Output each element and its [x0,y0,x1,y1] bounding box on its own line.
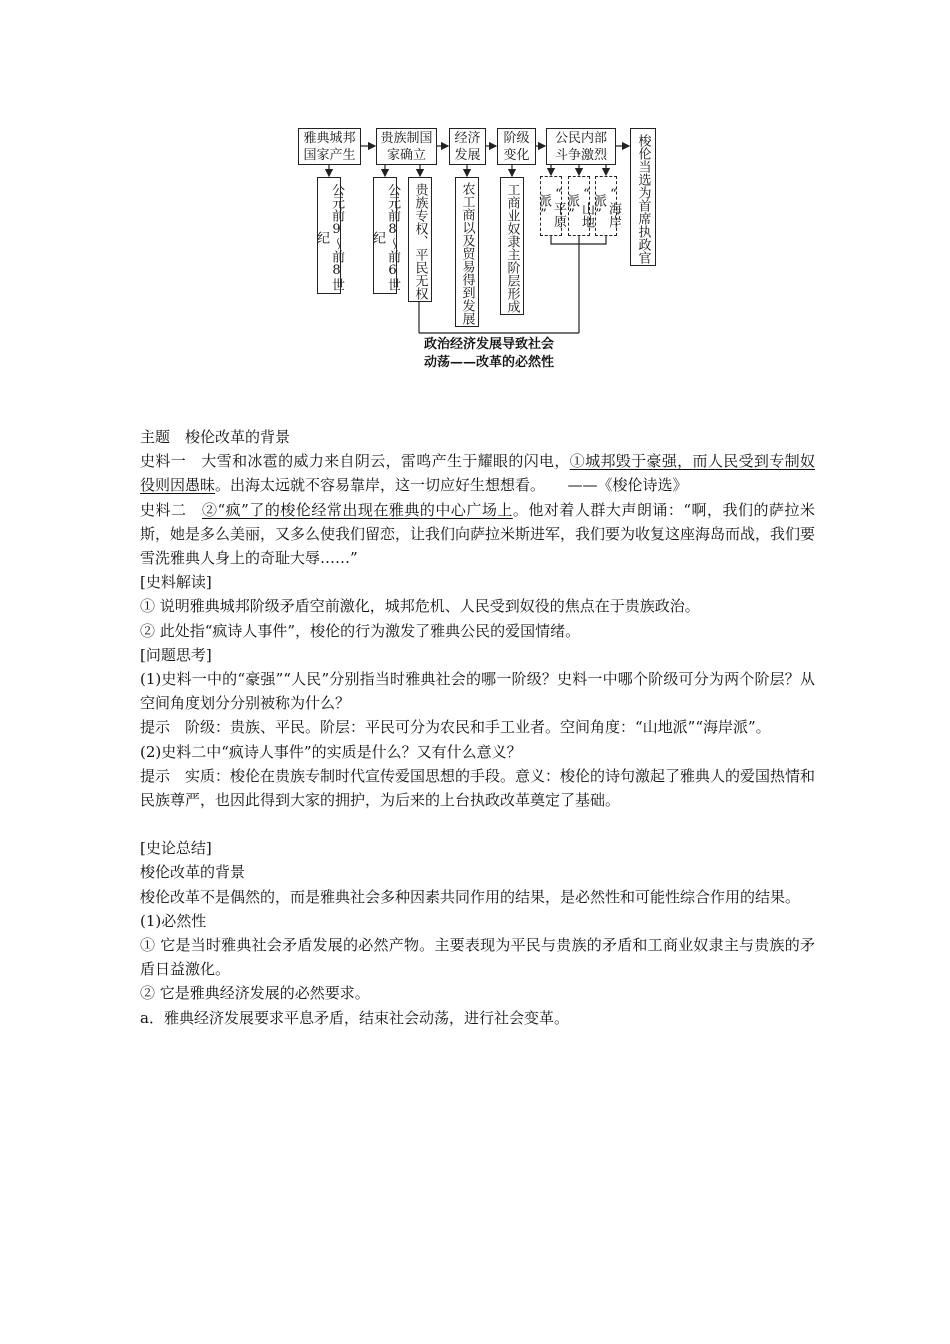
flow-diagram [0,0,950,380]
question-2: (2)史料二中“疯诗人事件”的实质是什么？又有什么意义？ [140,742,522,761]
box-period-2: 公元前8～前6世纪 [373,177,397,294]
interpretation-2: ② 此处指“疯诗人事件”，梭伦的行为激发了雅典公民的爱国情绪。 [140,621,581,640]
interpretation-1: ① 说明雅典城邦阶级矛盾空前激化，城邦危机、人民受到奴役的焦点在于贵族政治。 [140,597,700,616]
box-slaveowner-class: 工商业奴隶主阶层形成 [500,177,524,315]
source-two-underlined: ②“疯”了的梭伦经常出现在雅典的中心广场上 [202,500,513,519]
answer-2: 提示 实质：梭伦在贵族专制时代宣传爱国思想的手段。意义：梭伦的诗句激起了雅典人的爱国热情和民族尊严，也因此得到大家的拥护，为后来的上台执政改革奠定了基础。 [140,766,816,810]
answer-1: 提示 阶级：贵族、平民。阶层：平民可分为农民和手工业者。空间角度：“山地派”“海岸派”。 [140,718,771,737]
question-1: (1)史料一中的“豪强”“人民”分别指当时雅典社会的哪一阶级？史料一中哪个阶级可分为两个阶层？从空间角度划分分别被称为什么？ [140,670,815,713]
topic-heading: 主题 梭伦改革的背景 [140,428,291,446]
summary-intro: 梭伦改革不是偶然的，而是雅典社会多种因素共同作用的结果，是必然性和可能性综合作用的结果。 [140,887,801,906]
main-text [140,425,815,1030]
summary-necessity-2: ② 它是雅典经济发展的必然要求。 [140,984,370,1003]
source-one [140,449,815,497]
summary-point-a: a．雅典经济发展要求平息矛盾，结束社会动荡，进行社会变革。 [140,1008,569,1027]
source-two-label: 史料二 [140,500,202,519]
box-citizen-struggle: 公民内部 斗争激烈 [546,128,616,165]
source-two-rest: 。他对着人群大声朗诵：“啊，我们的萨拉米斯，她是多么美丽，又多么使我们留恋，让我们向萨拉米斯进军，我们要为收复这座海岛而战，我们要雪洗雅典人身上的奇耻大辱……” [140,500,816,568]
box-noble-power: 贵族专权、平民无权 [408,177,432,302]
source-one-rest: 。出海太远就不容易靠岸，这一切应好生想想看。 ——《梭伦诗选》 [215,476,688,495]
box-trade-growth: 农工商以及贸易得到发展 [455,177,479,327]
box-athens-state: 雅典城邦 国家产生 [298,128,361,165]
diagram-caption: 政治经济发展导致社会 动荡——改革的必然性 [424,337,555,370]
questions-heading: [问题思考] [140,645,212,664]
source-two [140,498,815,571]
source-one-underlined: ①城邦毁于豪强，而人民受到专制奴役则因愚昧 [140,452,815,495]
summary-necessity-1: ① 它是当时雅典社会矛盾发展的必然产物。主要表现为平民与贵族的矛盾和工商业奴隶主与贵族的矛盾日益激化。 [140,936,815,979]
summary-necessity: (1)必然性 [140,911,207,930]
box-mountain-faction: “山地派” [568,176,590,236]
box-aristocracy: 贵族制国 家确立 [376,128,437,165]
box-solon-elected: 梭伦当选为首席执政官 [630,128,656,266]
box-coast-faction: “海岸派” [595,176,617,236]
box-plain-faction: “平原派” [540,176,562,236]
summary-heading: [史论总结] [140,839,212,858]
box-economy: 经济 发展 [449,128,486,165]
source-one-text: 史料一 大雪和冰雹的威力来自阴云，雷鸣产生于耀眼的闪电， [140,452,570,471]
box-period-1: 公元前9～前8世纪 [317,177,341,294]
summary-title: 梭伦改革的背景 [140,863,246,882]
box-class-change: 阶级 变化 [497,128,536,165]
interpretation-heading: [史料解读] [140,573,212,592]
